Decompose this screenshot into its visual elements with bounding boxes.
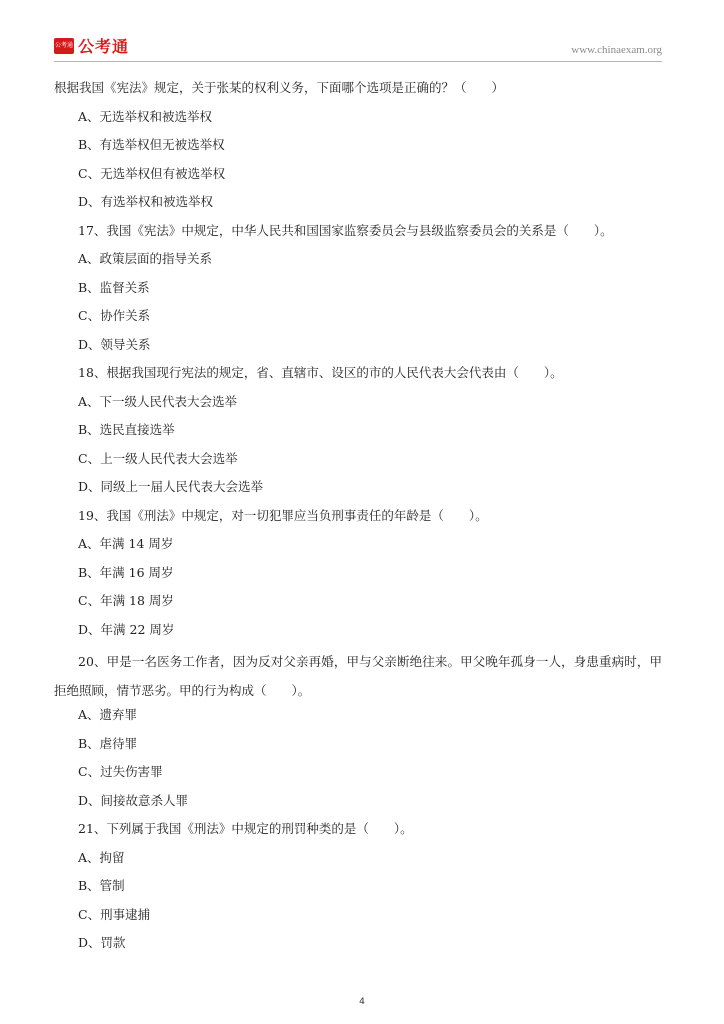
option-a: A、下一级人民代表大会选举 <box>78 393 238 409</box>
option-c: C、过失伤害罪 <box>78 764 163 779</box>
question-block <box>54 363 662 506</box>
option-a: A、无选举权和被选举权 <box>78 108 213 124</box>
question-list <box>54 78 662 962</box>
option-c: C、年满 18 周岁 <box>78 593 174 608</box>
question-stem: 根据我国《宪法》规定，关于张某的权利义务，下面哪个选项是正确的？（ ） <box>54 80 505 95</box>
question-block <box>54 819 662 962</box>
option-d: D、罚款 <box>78 935 126 950</box>
question-block <box>54 648 662 819</box>
option-d: D、有选举权和被选举权 <box>78 194 214 209</box>
option-a: A、拘留 <box>78 849 125 865</box>
question-stem: 19、我国《刑法》中规定，对一切犯罪应当负刑事责任的年龄是（ ）。 <box>78 507 488 523</box>
page-number: 4 <box>359 997 365 1007</box>
option-d: D、年满 22 周岁 <box>78 621 175 637</box>
question-block <box>54 78 662 221</box>
option-b: B、年满 16 周岁 <box>78 564 174 580</box>
page-header <box>54 34 662 60</box>
question-stem: 20、甲是一名医务工作者，因为反对父亲再婚，甲与父亲断绝往来。甲父晚年孤身一人，身患重病时，甲拒绝照顾，情节恶劣。甲的行为构成（ ）。 <box>54 654 662 698</box>
option-d: D、同级上一届人民代表大会选举 <box>78 479 264 494</box>
logo-text: 公考通 <box>78 37 130 56</box>
option-b: B、选民直接选举 <box>78 422 175 437</box>
option-a: A、政策层面的指导关系 <box>78 251 213 266</box>
question-stem: 18、根据我国现行宪法的规定，省、直辖市、设区的市的人民代表大会代表由（ ）。 <box>78 365 563 380</box>
header-divider <box>54 61 662 62</box>
question-stem: 17、我国《宪法》中规定，中华人民共和国国家监察委员会与县级监察委员会的关系是（ ）。 <box>78 222 613 238</box>
option-c: C、刑事逮捕 <box>78 906 151 922</box>
option-c: C、无选举权但有被选举权 <box>78 165 226 181</box>
option-b: B、管制 <box>78 878 125 893</box>
option-b: B、监督关系 <box>78 279 150 295</box>
option-c: C、协作关系 <box>78 308 151 323</box>
option-b: B、有选举权但无被选举权 <box>78 137 225 152</box>
question-block <box>54 506 662 649</box>
option-a: A、年满 14 周岁 <box>78 536 174 551</box>
option-b: B、虐待罪 <box>78 735 138 751</box>
option-c: C、上一级人民代表大会选举 <box>78 450 238 466</box>
option-d: D、领导关系 <box>78 336 151 352</box>
logo-badge: 公考通 <box>54 38 74 54</box>
site-url: www.chinaexam.org <box>571 44 662 56</box>
option-d: D、间接故意杀人罪 <box>78 792 189 808</box>
option-a: A、遗弃罪 <box>78 707 138 722</box>
question-block <box>54 221 662 364</box>
question-stem: 21、下列属于我国《刑法》中规定的刑罚种类的是（ ）。 <box>78 821 413 836</box>
brand-logo <box>54 34 129 57</box>
